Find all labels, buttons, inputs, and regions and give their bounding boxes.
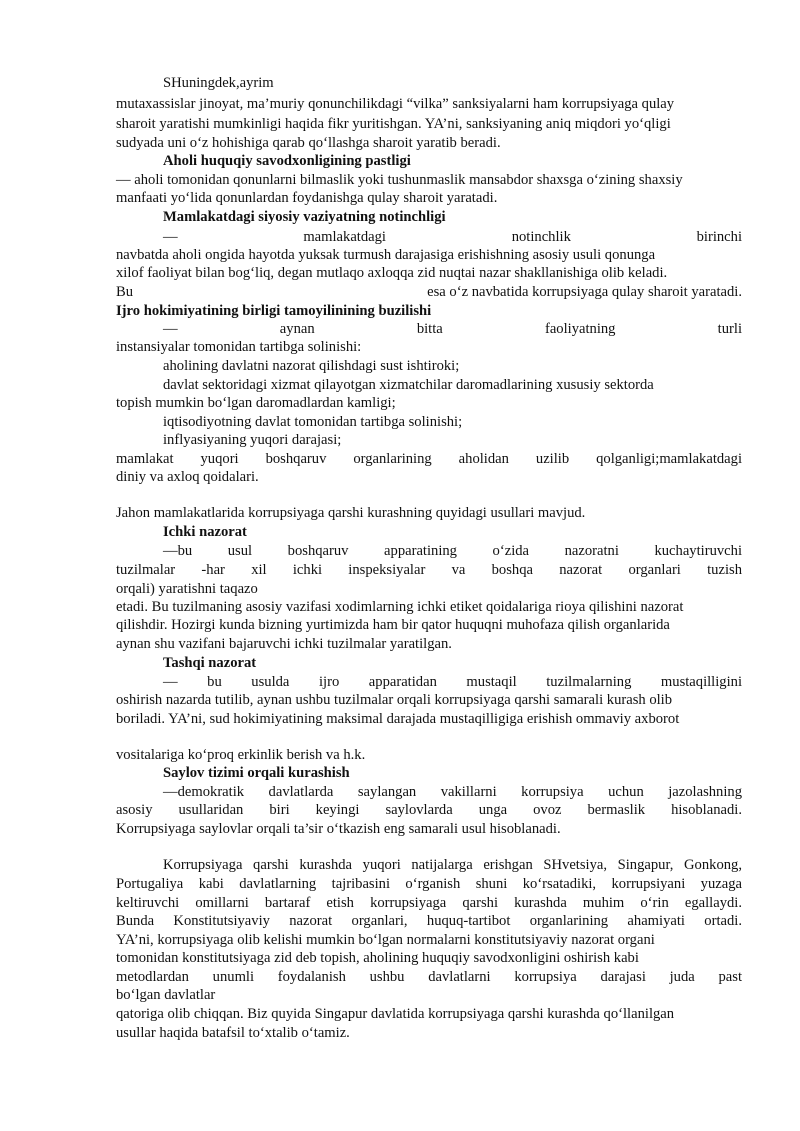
text-line: vositalariga ko‘proq erkinlik berish va h.k.: [116, 747, 366, 763]
text-line: boriladi. YA’ni, sud hokimiyatining maksimal darajada mustaqilligiga erishish ommaviy axborot: [116, 711, 680, 727]
text-line: tuzilmalar -har xil ichki inspeksiyalar va boshqa nazorat organlari tuzish: [116, 562, 742, 578]
text-line: orqali) yaratishni taqazo: [116, 581, 258, 597]
section-heading: Ijro hokimiyatining birligi tamoyilinining buzilishi: [116, 303, 432, 319]
text-line: — bu usulda ijro apparatidan mustaqil tuzilmalarning mustaqilligini: [163, 674, 742, 690]
text-line: tomonidan konstitutsiyaga zid deb topish, aholining huquqiy savodxonligini oshirish kabi: [116, 950, 639, 966]
text-line: sharoit yaratishi mumkinligi haqida fikr yuritishgan. YA’ni, sanksiyaning aniq miqdori yo‘qligi: [116, 116, 671, 132]
text-line: qilishdir. Hozirgi kunda bizning yurtimizda ham bir qator huquqni muhofaza qilish organlarida: [116, 617, 670, 633]
text-line: keltiruvchi omillarni bartaraf etish korrupsiyaga qarshi kurashda muhim o‘rin egallaydi.: [116, 895, 742, 911]
text-line: mutaxassislar jinoyat, ma’muriy qonunchilikdagi “vilka” sanksiyalarni ham korrupsiyaga qulay: [116, 96, 675, 112]
text-line: bo‘lgan davlatlar: [116, 987, 216, 1003]
text-line: — aholi tomonidan qonunlarni bilmaslik yoki tushunmaslik mansabdor shaxsga o‘zining shaxsiy: [116, 172, 683, 188]
text-line: inflyasiyaning yuqori darajasi;: [163, 432, 342, 448]
text-line: qatoriga olib chiqqan. Biz quyida Singapur davlatida korrupsiyaga qarshi kurashda qo‘llanilgan: [116, 1006, 675, 1022]
text-line: SHuningdek,ayrim: [163, 75, 274, 91]
text-line: aynan shu vazifani bajaruvchi ichki tuzilmalar yaratilgan.: [116, 636, 452, 652]
text-line: esa o‘z navbatida korrupsiyaga qulay sharoit yaratadi.: [427, 284, 742, 300]
text-line: davlat sektoridagi xizmat qilayotgan xizmatchilar daromadlarining xususiy sektorda: [163, 377, 654, 393]
text-line: Korrupsiyaga qarshi kurashda yuqori natijalarga erishgan SHvetsiya, Singapur, Gonkong,: [163, 857, 742, 873]
text-line: Jahon mamlakatlarida korrupsiyaga qarshi kurashning quyidagi usullari mavjud.: [116, 505, 586, 521]
text-line: YA’ni, korrupsiyaga olib kelishi mumkin bo‘lgan normalarni konstitutsiyaviy nazorat organi: [116, 932, 655, 948]
section-heading: Aholi huquqiy savodxonligining pastligi: [163, 153, 411, 169]
section-heading: Saylov tizimi orqali kurashish: [163, 765, 350, 781]
text-line: topish mumkin bo‘lgan daromadlardan kamligi;: [116, 395, 396, 411]
text-line: etadi. Bu tuzilmaning asosiy vazifasi xodimlarning ichki etiket qoidalariga rioya qilishini nazorat: [116, 599, 684, 615]
text-line: Portugaliya kabi davlatlarning tajribasini o‘rganish shuni ko‘rsatadiki, korrupsiyani yuzaga: [116, 876, 742, 892]
text-line: usullar haqida batafsil to‘xtalib o‘tamiz.: [116, 1025, 350, 1041]
text-line: mamlakat yuqori boshqaruv organlarining aholidan uzilib qolganligi;mamlakatdagi: [116, 451, 742, 467]
text-line: diniy va axloq qoidalari.: [116, 469, 259, 485]
text-line: —demokratik davlatlarda saylangan vakillarni korrupsiya uchun jazolashning: [163, 784, 742, 800]
text-line: iqtisodiyotning davlat tomonidan tartibga solinishi;: [163, 414, 463, 430]
text-line: —bu usul boshqaruv apparatining o‘zida nazoratni kuchaytiruvchi: [163, 543, 742, 559]
text-line: metodlardan unumli foydalanish ushbu davlatlarni korrupsiya darajasi juda past: [116, 969, 742, 985]
text-line: — aynan bitta faoliyatning turli: [163, 321, 742, 337]
text-line: aholining davlatni nazorat qilishdagi sust ishtiroki;: [163, 358, 460, 374]
section-heading: Ichki nazorat: [163, 524, 247, 540]
text-line: Bunda Konstitutsiyaviy nazorat organlari, huquq-tartibot organlarining ahamiyati ortadi.: [116, 913, 742, 929]
text-line: oshirish nazarda tutilib, aynan ushbu tuzilmalar orqali korrupsiyaga qarshi samarali kurash olib: [116, 692, 673, 708]
text-line: xilof faoliyat bilan bog‘liq, degan mutlaqo axloqqa zid nuqtai nazar shakllanishiga olib keladi.: [116, 265, 668, 281]
section-heading: Mamlakatdagi siyosiy vaziyatning notinchligi: [163, 209, 446, 225]
text-line: Bu: [116, 284, 134, 300]
section-heading: Tashqi nazorat: [163, 655, 257, 671]
text-line: asosiy usullaridan biri keyingi saylovlarda unga ovoz bermaslik hisoblanadi.: [116, 802, 742, 818]
text-line: Korrupsiyaga saylovlar orqali ta’sir o‘tkazish eng samarali usul hisoblanadi.: [116, 821, 561, 837]
text-line: instansiyalar tomonidan tartibga solinishi:: [116, 339, 362, 355]
text-line: navbatda aholi ongida hayotda yuksak turmush darajasiga erishishning asosiy usuli qonunga: [116, 247, 656, 263]
text-line: manfaati yo‘lida qonunlardan foydanishga qulay sharoit yaratadi.: [116, 190, 498, 206]
text-line: — mamlakatdagi notinchlik birinchi: [163, 229, 742, 245]
text-line: sudyada uni o‘z hohishiga qarab qo‘llashga sharoit yaratib beradi.: [116, 135, 501, 151]
